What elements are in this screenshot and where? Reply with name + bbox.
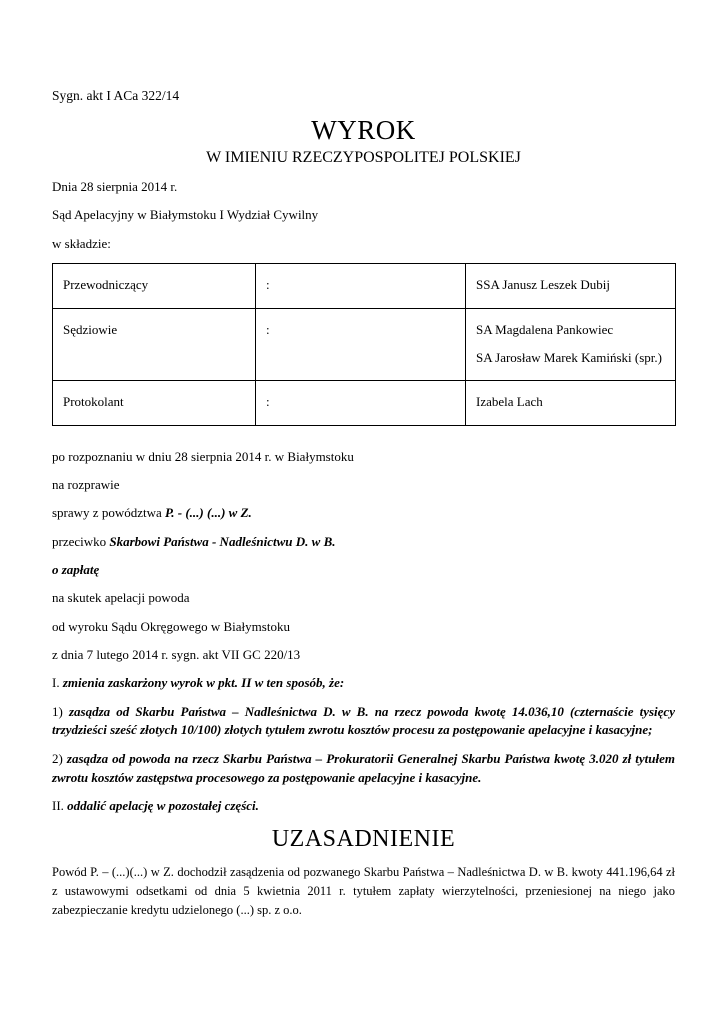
date-line: Dnia 28 sierpnia 2014 r. [52,179,178,195]
ruling-numeral: 1) [52,703,69,719]
ruling-subpoint-1 [52,703,675,741]
recital-line [52,618,675,637]
recital-line [52,646,675,665]
table-row-presiding-judge [53,264,676,309]
justification-paragraph: Powód P. – (...)(...) w Z. dochodził zasądzenia od pozwanego Skarbu Państwa – Nadleśnictwa D. w B. kwoty 441.196,64 zł z ustawowymi odsetkami od dnia 5 kwietnia 2011 r. tytułem zapłaty wierzytelności, przeniesionej na niego jako zabezpieczanie kredytu udzielonego (...) sp. z o.o. [52,865,675,917]
recital-line [52,589,675,608]
justification-heading: UZASADNIENIE [271,826,456,853]
role-label: Sędziowie [53,309,256,380]
person-name-cell [466,309,676,380]
person-name: Izabela Lach [476,393,543,409]
ruling-text: zasądza od powoda na rzecz Skarbu Państwa – Prokuratorii Generalnej Skarbu Państwa kwotę 3.020 zł tytułem zwrotu kosztów zastępstwa procesowego za postępowanie apelacyjne i kasacyjne. [52,750,675,785]
recital-line [52,561,675,580]
separator-colon: : [256,264,466,309]
person-name: SA Jarosław Marek Kamiński (spr.) [476,350,662,366]
recital-emphasis: o zapłatę [52,561,100,577]
recital-line [52,448,675,467]
person-name-cell [466,264,676,309]
court-line: Sąd Apelacyjny w Białymstoku I Wydział Cywilny [52,207,319,223]
separator-colon: : [256,380,466,425]
ruling-numeral: I. [52,675,63,691]
ruling-numeral: II. [52,797,68,813]
person-name: SA Magdalena Pankowiec [476,322,614,338]
recital-line [52,533,675,552]
composition-intro: w składzie: [52,235,111,251]
recital-line [52,476,675,495]
ruling-text: zasądza od Skarbu Państwa – Nadleśnictwa D. w B. na rzecz powoda kwotę 14.036,10 (czternaście tysięcy trzydzieści sześć złotych 10/100) złotych tytułem zwrotu kosztów procesu za postępowanie apelacyjne i kasacyjne; [52,703,675,738]
recital-emphasis: Skarbowi Państwa - Nadleśnictwu D. w B. [109,533,336,549]
document-title: WYROK [311,114,416,145]
ruling-point-2 [52,797,675,816]
recital-text: przeciwko [52,533,110,549]
case-number: Sygn. akt I ACa 322/14 [52,88,180,103]
recital-text: po rozpoznaniu w dniu 28 sierpnia 2014 r. w Białymstoku [52,448,354,464]
ruling-text: zmienia zaskarżony wyrok w pkt. II w ten sposób, że: [62,675,345,691]
recital-text: na rozprawie [52,476,120,492]
role-label: Przewodniczący [53,264,256,309]
separator-colon: : [256,309,466,380]
recital-text: sprawy z powództwa [52,505,165,521]
recital-text: od wyroku Sądu Okręgowego w Białymstoku [52,618,290,634]
ruling-text: oddalić apelację w pozostałej części. [67,797,259,813]
recital-text: na skutek apelacji powoda [52,590,190,606]
person-name-cell [466,380,676,425]
recital-text: z dnia 7 lutego 2014 r. sygn. akt VII GC 220/13 [52,646,301,662]
recital-emphasis: P. - (...) (...) w Z. [165,505,252,521]
role-label: Protokolant [53,380,256,425]
ruling-numeral: 2) [52,750,67,766]
recital-line [52,504,675,523]
panel-table [52,263,676,425]
ruling-point-1 [52,674,675,693]
document-subtitle: W IMIENIU RZECZYPOSPOLITEJ POLSKIEJ [206,148,521,166]
ruling-subpoint-2 [52,750,675,788]
table-row-recording-clerk [53,380,676,425]
table-row-judges [53,309,676,380]
person-name: SSA Janusz Leszek Dubij [476,277,610,293]
